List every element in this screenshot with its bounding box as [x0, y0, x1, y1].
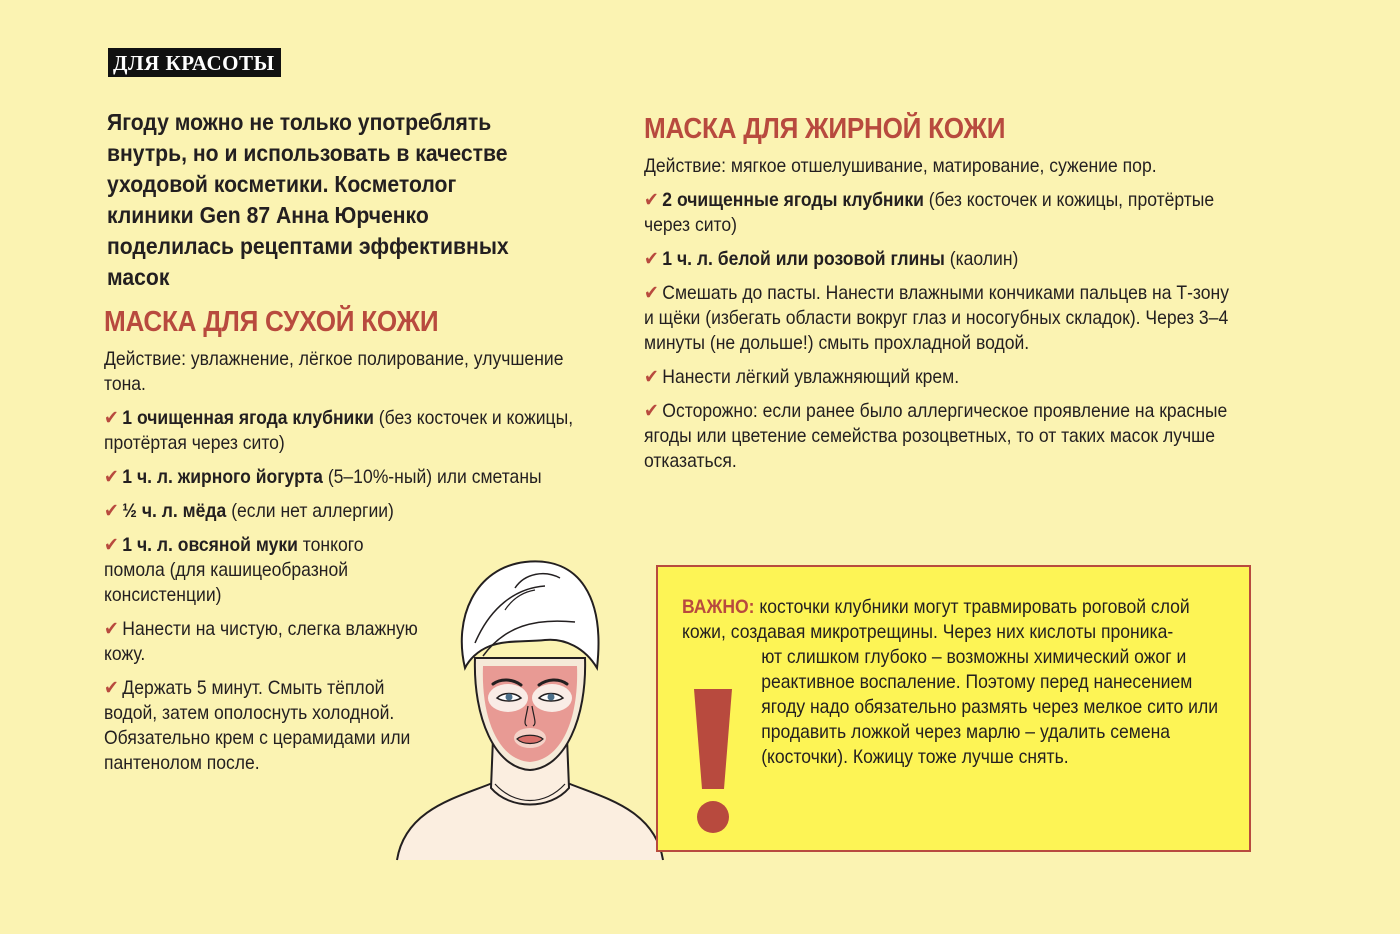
dry-item: ✔ 1 ч. л. жирного йогурта (5–10%-ный) или сметаны	[104, 466, 542, 488]
woman-with-towel-illustration	[395, 548, 665, 863]
section-tag: ДЛЯ КРАСОТЫ	[108, 48, 281, 77]
dry-item: ✔ 1 очищенная ягода клубники (без косточек и кожицы, протёртая через сито)	[104, 407, 574, 454]
oily-action: Действие: мягкое отшелушивание, матирование, сужение пор.	[644, 155, 1157, 177]
oily-item: ✔ Смешать до пасты. Нанести влажными кончиками пальцев на Т-зону и щёки (избегать области вокруг глаз и носогубных складок). Через 3–4 минуты (не дольше!) смыть прохладной водой.	[644, 282, 1230, 354]
oily-skin-mask	[644, 113, 1304, 483]
oily-title: МАСКА ДЛЯ ЖИРНОЙ КОЖИ	[644, 113, 1006, 145]
note-rest: ют слишком глубоко – возможны химический ожог и реактивное воспаление. Поэтому перед нанесением ягоду надо обязательно размять через мелкое сито или продавить ложкой через марлю – удалить семена (косточки). Кожицу тоже лучше снять.	[761, 646, 1219, 768]
dry-item: ✔ Держать 5 минут. Смыть тёплой водой, затем ополоснуть холодной. Обязательно крем с церамидами или пантенолом после.	[104, 677, 411, 774]
checkmark-icon: ✔	[104, 534, 119, 556]
note-text: ВАЖНО: косточки клубники могут травмировать роговой слой кожи, создавая микротрещины. Через них кислоты проника- ют слишком глубоко – возможны химический ожог и реактивное воспаление. Поэтому перед нанесением ягоду надо обязательно размять через мелкое сито или продавить ложкой через марлю – удалить семена (косточки). Кожицу тоже лучше снять.	[682, 595, 1222, 770]
important-note	[656, 565, 1251, 852]
checkmark-icon: ✔	[104, 407, 119, 429]
checkmark-icon: ✔	[644, 400, 659, 422]
dry-item: ✔ Нанести на чистую, слегка влажную кожу.	[104, 618, 418, 665]
oily-item: ✔ 1 ч. л. белой или розовой глины (каолин)	[644, 248, 1019, 270]
dry-item: ✔ ½ ч. л. мёда (если нет аллергии)	[104, 500, 394, 522]
note-label: ВАЖНО:	[682, 596, 755, 618]
checkmark-icon: ✔	[104, 500, 119, 522]
checkmark-icon: ✔	[104, 466, 119, 488]
checkmark-icon: ✔	[644, 282, 659, 304]
dry-item: ✔ 1 ч. л. овсяной муки тонкого помола (для кашицеобразной консистенции)	[104, 534, 364, 606]
checkmark-icon: ✔	[644, 248, 659, 270]
oily-body	[644, 154, 1238, 474]
checkmark-icon: ✔	[104, 618, 119, 640]
intro	[107, 107, 549, 293]
checkmark-icon: ✔	[644, 189, 659, 211]
checkmark-icon: ✔	[644, 366, 659, 388]
exclamation-icon	[688, 689, 738, 839]
oily-item: ✔ Осторожно: если ранее было аллергическое проявление на красные ягоды или цветение семейства розоцветных, то от таких масок лучше отказаться.	[644, 400, 1228, 472]
oily-item: ✔ 2 очищенные ягоды клубники (без косточек и кожицы, протёртые через сито)	[644, 189, 1215, 236]
intro-text: Ягоду можно не только употреблять внутрь, но и использовать в качестве уходовой косметики. Косметолог клиники Gen 87 Анна Юрченко поделилась рецептами эффективных масок	[107, 109, 509, 290]
dry-title: МАСКА ДЛЯ СУХОЙ КОЖИ	[104, 306, 439, 338]
checkmark-icon: ✔	[104, 677, 119, 699]
dry-action: Действие: увлажнение, лёгкое полирование, улучшение тона.	[104, 348, 564, 395]
oily-item: ✔ Нанести лёгкий увлажняющий крем.	[644, 366, 960, 388]
